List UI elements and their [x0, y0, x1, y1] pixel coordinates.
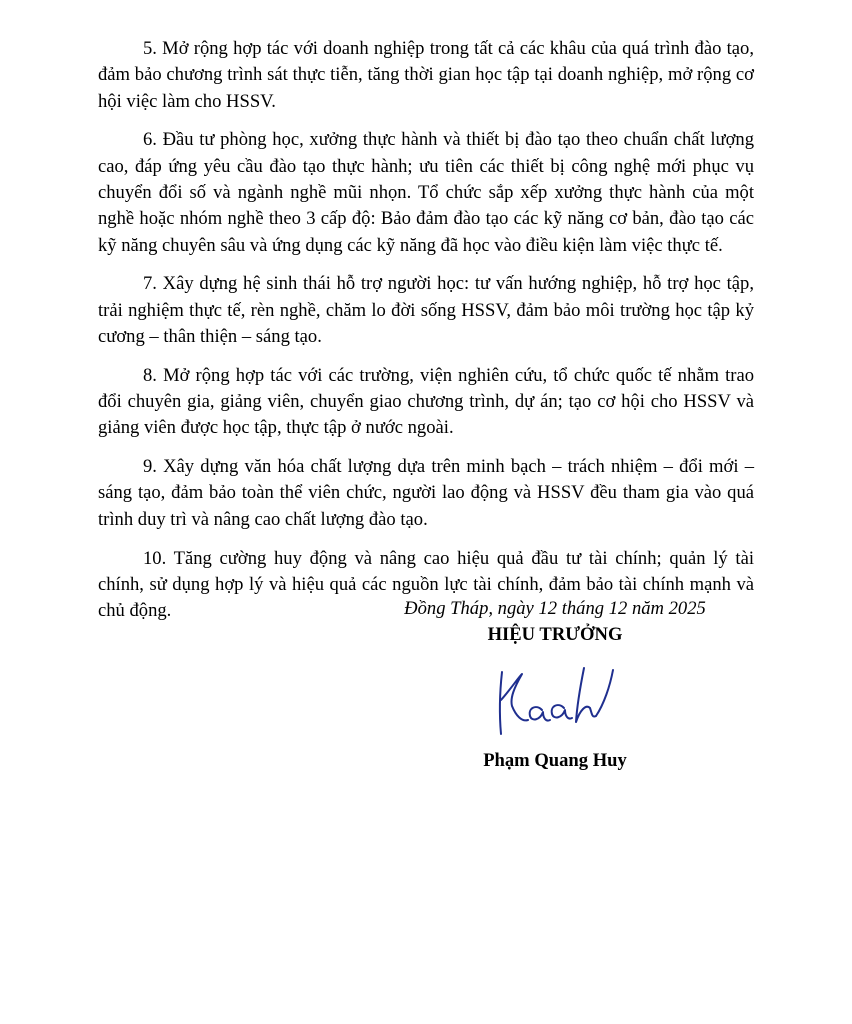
handwritten-signature-icon [480, 660, 630, 740]
paragraph-item-7: 7. Xây dựng hệ sinh thái hỗ trợ người học: tư vấn hướng nghiệp, hỗ trợ học tập, trải nghiệm thực tế, rèn nghề, chăm lo đời sống HSSV, đảm bảo môi trường học tập kỷ cương – thân thiện – sáng tạo. [98, 273, 754, 347]
document-body [98, 36, 754, 637]
place-date-line: Đồng Tháp, ngày 12 tháng 12 năm 2025 [404, 598, 706, 619]
signer-title: HIỆU TRƯỞNG [487, 624, 623, 645]
signature-block [370, 596, 740, 774]
paragraph-item-9: 9. Xây dựng văn hóa chất lượng dựa trên minh bạch – trách nhiệm – đổi mới – sáng tạo, đảm bảo toàn thể viên chức, người lao động và HSSV đều tham gia vào quá trình duy trì và nâng cao chất lượng đào tạo. [98, 456, 754, 530]
paragraph-item-5: 5. Mở rộng hợp tác với doanh nghiệp trong tất cả các khâu của quá trình đào tạo, đảm bảo chương trình sát thực tiễn, tăng thời gian học tập tại doanh nghiệp, mở rộng cơ hội việc làm cho HSSV. [98, 38, 754, 112]
paragraph-item-6: 6. Đầu tư phòng học, xưởng thực hành và thiết bị đào tạo theo chuẩn chất lượng cao, đáp ứng yêu cầu đào tạo thực hành; ưu tiên các thiết bị công nghệ mới phục vụ chuyển đổi số và ngành nghề mũi nhọn. Tổ chức sắp xếp xưởng thực hành của một nghề hoặc nhóm nghề theo 3 cấp độ: Bảo đảm đào tạo các kỹ năng cơ bản, đào tạo các kỹ năng chuyên sâu và ứng dụng các kỹ năng đã học vào điều kiện làm việc thực tế. [98, 129, 754, 256]
signer-name: Phạm Quang Huy [483, 750, 627, 771]
paragraph-item-8: 8. Mở rộng hợp tác với các trường, viện nghiên cứu, tổ chức quốc tế nhằm trao đổi chuyên gia, giảng viên, chuyển giao chương trình, dự án; tạo cơ hội cho HSSV và giảng viên được học tập, thực tập ở nước ngoài. [98, 364, 754, 439]
paragraph-item-10: 10. Tăng cường huy động và nâng cao hiệu quả đầu tư tài chính; quản lý tài chính, sử dụng hợp lý và hiệu quả các nguồn lực tài chính, đảm bảo tài chính mạnh và chủ động. [98, 547, 754, 622]
